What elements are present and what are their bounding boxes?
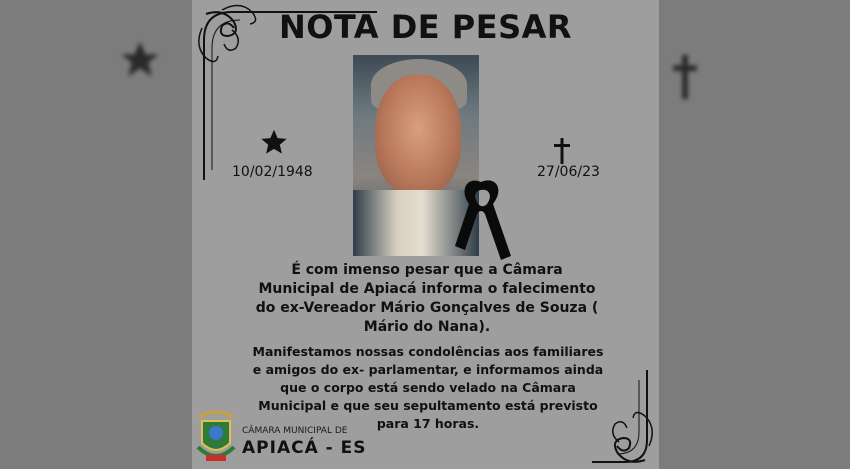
death-date: 27/06/23 [537,164,600,180]
star-icon [118,38,162,82]
logo-subtitle: CÂMARA MUNICIPAL DE [242,426,348,436]
star-icon [260,128,288,156]
cross-icon [552,138,572,164]
cross-icon [670,55,700,99]
birth-date: 10/02/1948 [232,164,313,180]
logo-name: APIACÁ - ES [242,438,367,458]
condolence-card [192,0,659,469]
mourning-ribbon-icon [447,176,519,266]
condolence-details-text: Manifestamos nossas condolências aos familiares e amigos do ex- parlamentar, e informamos ainda que o corpo está sendo velado na Câmara Municipal e que seu sepultamento está previsto para 17 horas. [252,344,604,431]
coat-of-arms-icon [194,407,238,467]
announcement-text: É com imenso pesar que a Câmara Municipal de Apiacá informa o falecimento do ex-Vereador Mário Gonçalves de Souza ( Mário do Nana). [255,262,599,335]
page-title: NOTA DE PESAR [278,8,573,46]
